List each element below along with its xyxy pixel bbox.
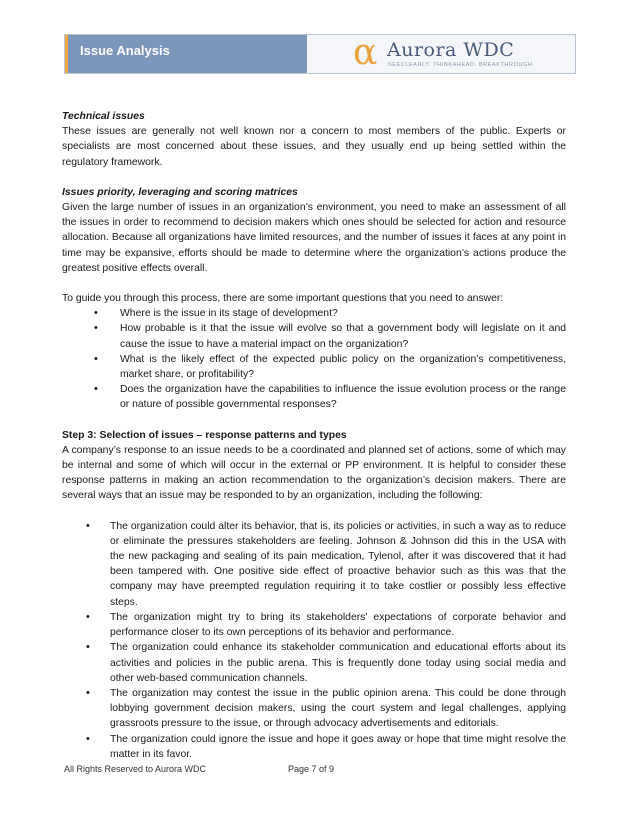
list-item: • The organization could ignore the issue and hope it goes away or hope that time might resolve the matter in its favor. (62, 732, 566, 762)
technical-paragraph: These issues are generally not well known nor a concern to most members of the public. Experts or specialists are most concerned about these issues, and they usually end up being settled within the regulatory framework. (62, 126, 566, 168)
step3-paragraph: A company’s response to an issue needs to be a coordinated and planned set of actions, some of which may be internal and some of which will occur in the external or PP environment. It is helpful to consider these response patterns in making an action recommendation to the organization’s decision makers. There are several ways that an issue may be responded to by an organization, including the following: (62, 444, 566, 502)
header-title: Issue Analysis (80, 43, 170, 58)
document-body (62, 109, 566, 762)
list-item: • The organization could alter its behavior, that is, its policies or activities, in such a way as to reduce or eliminate the pressures stakeholders are feeling. Johnson & Johnson did this in the USA with the new packaging and sealing of its pain medication, Tylenol, after it was discovered that it had been tampered with. One positive side effect of proactive behavior such as this was that the company may have preempted regulation requiring it to take costlier or possibly less effective steps. (62, 519, 566, 610)
list-item: • Does the organization have the capabilities to influence the issue evolution process or the range or nature of possible governmental responses? (62, 382, 566, 412)
technical-heading: Technical issues (62, 111, 145, 122)
footer-rights: All Rights Reserved to Aurora WDC (64, 764, 207, 774)
header-title-bar (65, 35, 307, 73)
list-item: • The organization may contest the issue in the public opinion arena. This could be done through lobbying government decision makers, using the court system and legal challenges, applying grassroots pressure to the issue, or through advocacy advertisements and editorials. (62, 686, 566, 732)
priority-paragraph: Given the large number of issues in an organization’s environment, you need to make an assessment of all the issues in order to recommend to decision makers which ones should be selected for action and resource allocation. Because all organizations have limited resources, and the number of issues it faces at any point in time may be expansive, efforts should be made to determine where the organization’s actions produce the greatest positive effects overall. (62, 202, 566, 274)
questions-intro: To guide you through this process, there are some important questions that you need to answer: (62, 293, 504, 305)
list-item: • The organization might try to bring its stakeholders’ expectations of corporate behavior and performance closer to its own perceptions of its behavior and performance. (62, 610, 566, 640)
step3-heading: Step 3: Selection of issues – response patterns and types (62, 429, 347, 441)
logo-name: Aurora WDC (387, 39, 515, 61)
aurora-logo (347, 32, 573, 73)
page-number: Page 7 of 9 (288, 764, 335, 774)
list-item: • The organization could enhance its stakeholder communication and educational efforts about its activities and policies in the public arena. This is frequently done today using social media and other web-based communication channels. (62, 640, 566, 686)
alpha-logo-icon: α (353, 32, 378, 73)
response-list (62, 519, 566, 762)
list-item: • What is the likely effect of the expected public policy on the organization’s competitiveness, market share, or profitability? (62, 352, 566, 382)
list-item: • How probable is it that the issue will evolve so that a government body will legislate on it and cause the issue to have a material impact on the organization? (62, 321, 566, 351)
page-header (64, 34, 576, 74)
logo-tagline: SEECLEARLY. THINKAHEAD. BREAKTHROUGH (388, 62, 533, 68)
questions-list (62, 306, 566, 412)
list-item: • Where is the issue in its stage of development? (62, 306, 566, 321)
priority-heading: Issues priority, leveraging and scoring matrices (62, 186, 298, 198)
